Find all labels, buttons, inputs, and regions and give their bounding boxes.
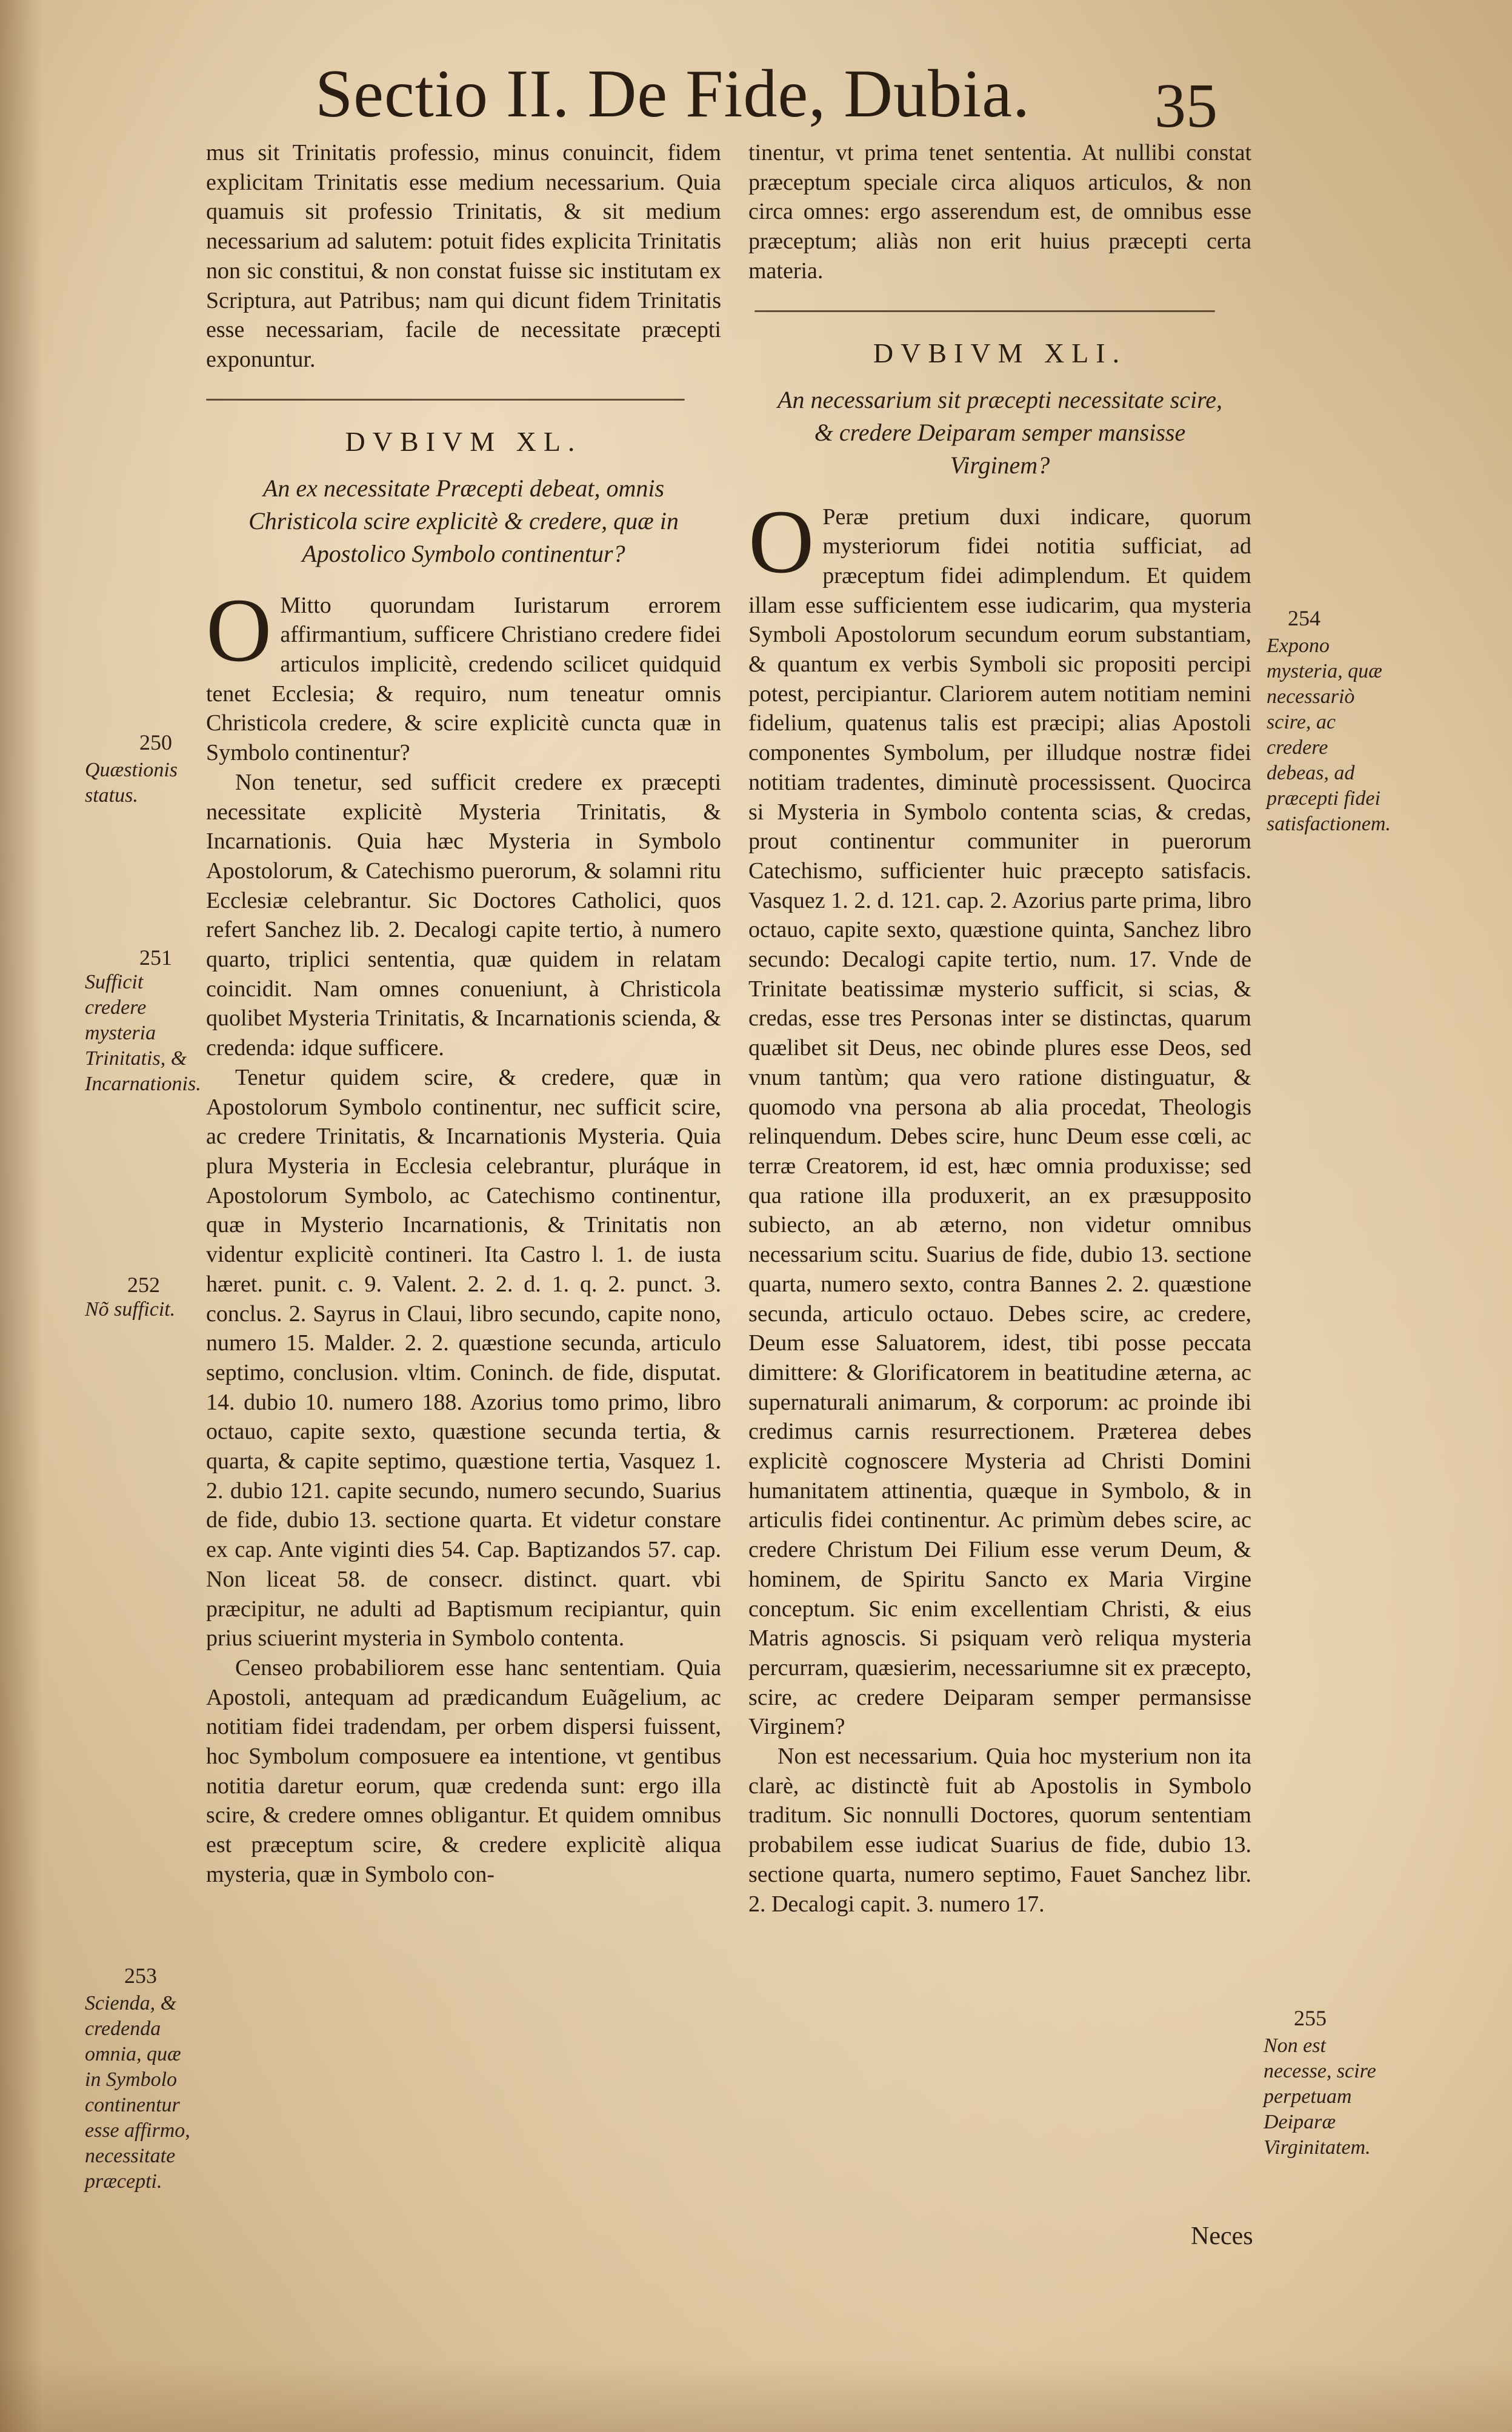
- margin-note-254: Expono mysteria, quæ necessariò scire, ac credere debeas, ad præcepti fidei satisfactionem.: [1267, 635, 1391, 835]
- dubium-question: An necessarium sit præcepti necessitate scire, & credere Deiparam semper mansisse Virginem?: [778, 385, 1222, 479]
- dubium-question: An ex necessitate Præcepti debeat, omnis Christicola scire explicitè & credere, quæ in Apostolico Symbolo continentur?: [248, 474, 679, 567]
- margin-note-253: Scienda, & credenda omnia, quæ in Symbolo continentur esse affirmo, necessitate præcepti.: [85, 1992, 190, 2193]
- margin-note-251: Sufficit credere mysteria Trinitatis, & Incarnationis.: [85, 971, 201, 1095]
- paragraph-252: Tenetur quidem scire, & credere, quæ in Apostolorum Symbolo continentur, nec sufficit scire, ac credere Trinitatis, & Incarnationis Mysteria. Quia plura Mysteria in Ecclesia celebrantur, pluráque in Apostolorum Symbolo, ac Catechismo continentur, quæ in Mysterio Incarnationis, & Trinitatis non videntur explicitè contineri. Ita Castro l. 1. de iusta hæret. punit. c. 9. Valent. 2. 2. d. 1. q. 2. punct. 3. conclus. 2. Sayrus in Claui, libro secundo, capite nono, numero 15. Malder. 2. 2. quæstione secunda, articulo septimo, conclusion. vltim. Coninch. de fide, disputat. 14. dubio 10. numero 188. Azorius tomo primo, libro octauo, capite sexto, quæstione secunda tertia, & quarta, & capite septimo, quæstione tertia, Vasquez 1. 2. dubio 121. capite secundo, numero secundo, Suarius de fide, dubio 13. sectione quarta. Et videtur constare ex cap. Ante viginti dies 54. Cap. Baptizandos 57. cap. Non liceat 58. de consecr. distinct. quart. vbi præcipitur, ne adulti ad Baptismum recipiantur, quin prius sciuerint mysteria in Symbolo contenta.: [206, 1064, 721, 1651]
- paragraph-251: Non tenetur, sed sufficit credere ex præcepti necessitate explicitè Mysteria Trinitatis, & Incarnationis. Quia hæc Mysteria in Symbolo Apostolorum, & Catechismo puerorum, & solamni ritu Ecclesiæ celebrantur. Sic Doctores Catholici, quos refert Sanchez lib. 2. Decalogi capite tertio, à numero quarto, triplici sententia, quæ quidem in relatam coincidit. Nam omnes conueniunt, à Christicola quolibet Mysteria Trinitatis, & Incarnationis scienda, & credenda: idque sufficere.: [206, 769, 721, 1061]
- dubium-title: DVBIVM XLI.: [873, 337, 1127, 368]
- dubium-title: DVBIVM XL.: [345, 425, 582, 457]
- right-column: [748, 138, 1251, 1919]
- margin-number-254: 254: [1288, 606, 1321, 630]
- margin-note-255: Non est necesse, scire perpetuam Deiparæ Virginitatem.: [1264, 2034, 1376, 2159]
- page-number: 35: [1154, 71, 1217, 141]
- running-header: Sectio II. De Fide, Dubia.: [315, 56, 1030, 132]
- right-continuation-paragraph: tinentur, vt prima tenet sententia. At nullibi constat præceptum speciale circa aliquos articulos, & non circa omnes: ergo asserendum est, de omnibus esse præceptum; aliàs non erit huius præcepti certa materia.: [748, 140, 1251, 284]
- margin-note-250: Quæstionis status.: [85, 759, 178, 807]
- margin-number-251: 251: [139, 945, 172, 970]
- margin-note-252: Nõ sufficit.: [85, 1298, 176, 1321]
- paragraph-255: Non est necessarium. Quia hoc mysterium non ita clarè, ac distinctè fuit ab Apostolis in Symbolo traditum. Sic nonnulli Doctores, quorum sententiam probabilem esse iudicat Suarius de fide, dubio 13. sectione quarta, numero septimo, Fauet Sanchez libr. 2. Decalogi capit. 3. numero 17.: [748, 1744, 1251, 1917]
- page-shadow-left: [0, 0, 42, 2432]
- paragraph-253: Censeo probabiliorem esse hanc sententiam. Quia Apostoli, antequam ad prædicandum Euãgelium, ac notitiam fidei tradendam, per orbem dispersi fuissent, hoc Symbolum composuere ea intentione, vt gentibus notitia daretur eorum, quæ credenda sunt: ergo illa scire, & credere omnes obligantur. Et quidem omnibus est præceptum scire, & credere explicitè aliqua mysteria, quæ in Symbolo con-: [206, 1654, 721, 1887]
- margin-number-255: 255: [1294, 2006, 1327, 2030]
- left-continuation-paragraph: mus sit Trinitatis professio, minus conuincit, fidem explicitam Trinitatis esse medium necessarium. Quia quamuis sit professio Trinitatis, & sit medium necessarium ad salutem: potuit fides explicita Trinitatis non sic constitui, & non constat fuisse sic institutam ex Scriptura, aut Patribus; nam qui dicunt fidem Trinitatis esse necessariam, facile de necessitate præcepti exponuntur.: [206, 140, 721, 372]
- margin-number-253: 253: [124, 1964, 157, 1988]
- margin-number-250: 250: [139, 730, 172, 755]
- section-divider: [754, 310, 1215, 312]
- margin-number-252: 252: [127, 1273, 160, 1297]
- paragraph-250: OMitto quorundam Iuristarum errorem affirmantium, sufficere Christiano credere fidei articulos implicitè, credendo scilicet quidquid tenet Ecclesia; & requiro, num teneatur omnis Christicola credere, & scire explicitè cuncta quæ in Symbolo continentur?: [206, 579, 721, 766]
- catchword: Neces: [1191, 2222, 1253, 2250]
- section-divider: [206, 399, 685, 401]
- page-shadow-bottom: [0, 2359, 1512, 2432]
- paragraph-254: OPeræ pretium duxi indicare, quorum mysteriorum fidei notitia sufficiat, ad præceptum fidei adimplendum. Et quidem illam esse sufficientem esse iudicarim, qua mysteria Symboli Apostolorum secundum eorum substantiam, & quantum ex verbis Symboli sic propositi percipi potest, percipiantur. Clariorem autem notitiam nemini fidelium, quatenus talis est præcipi; alias Apostoli componentes Symbolum, per illudque nostræ fidei notitiam tradentes, diminutè processissent. Quocirca si Mysteria in Symbolo contenta scias, & credas, prout continentur communiter in puerorum Catechismo, sufficienter huic præcepto satisfacis. Vasquez 1. 2. d. 121. cap. 2. Azorius parte prima, libro octauo, capite sexto, quæstione quinta, Sanchez libro secundo: Decalogi capite tertio, num. 17. Vnde de Trinitate beatissimæ mysterio sufficit, si scias, & credas, esse tres Personas inter se distinctas, quarum quælibet sit Deus, nec obinde plures esse Deos, sed vnum tantùm; qua vero ratione distinguatur, & quomodo vna persona ab alia procedat, Theologis relinquendum. Debes scire, hunc Deum esse cœli, ac terræ Creatorem, id est, hæc omnia produxisse; sed qua ratione illa produxerit, an ex præsupposito subiecto, an ab æterno, non videtur omnibus necessarium scitu. Suarius de fide, dubio 13. sectione quarta, numero sexto, contra Bannes 2. 2. quæstione secunda, articulo octauo. Debes scire, ac credere, Deum esse Saluatorem, idest, tibi posse peccata dimittere: & Glorificatorem in beatitudine æterna, ac supernaturali animarum, & corporum: ac proinde ibi credimus carnis resurrectionem. Præterea debes explicitè cognoscere Mysteria ad Christi Domini humanitatem attinentia, quæque in Symbolo, & in articulis fidei continentur. Ac primùm debes scire, ac credere Christum Dei Filium esse verum Deum, & hominem, de Spiritu Sancto ex Maria Virgine conceptum. Sic enim excellentiam Christi, & eius Matris agnoscis. Si psiquam verò reliqua mysteria percurram, quæsierim, necessariumne sit ex præcepto, scire, ac credere Deiparam semper permansisse Virginem?: [748, 491, 1251, 1740]
- left-column: [206, 138, 721, 1890]
